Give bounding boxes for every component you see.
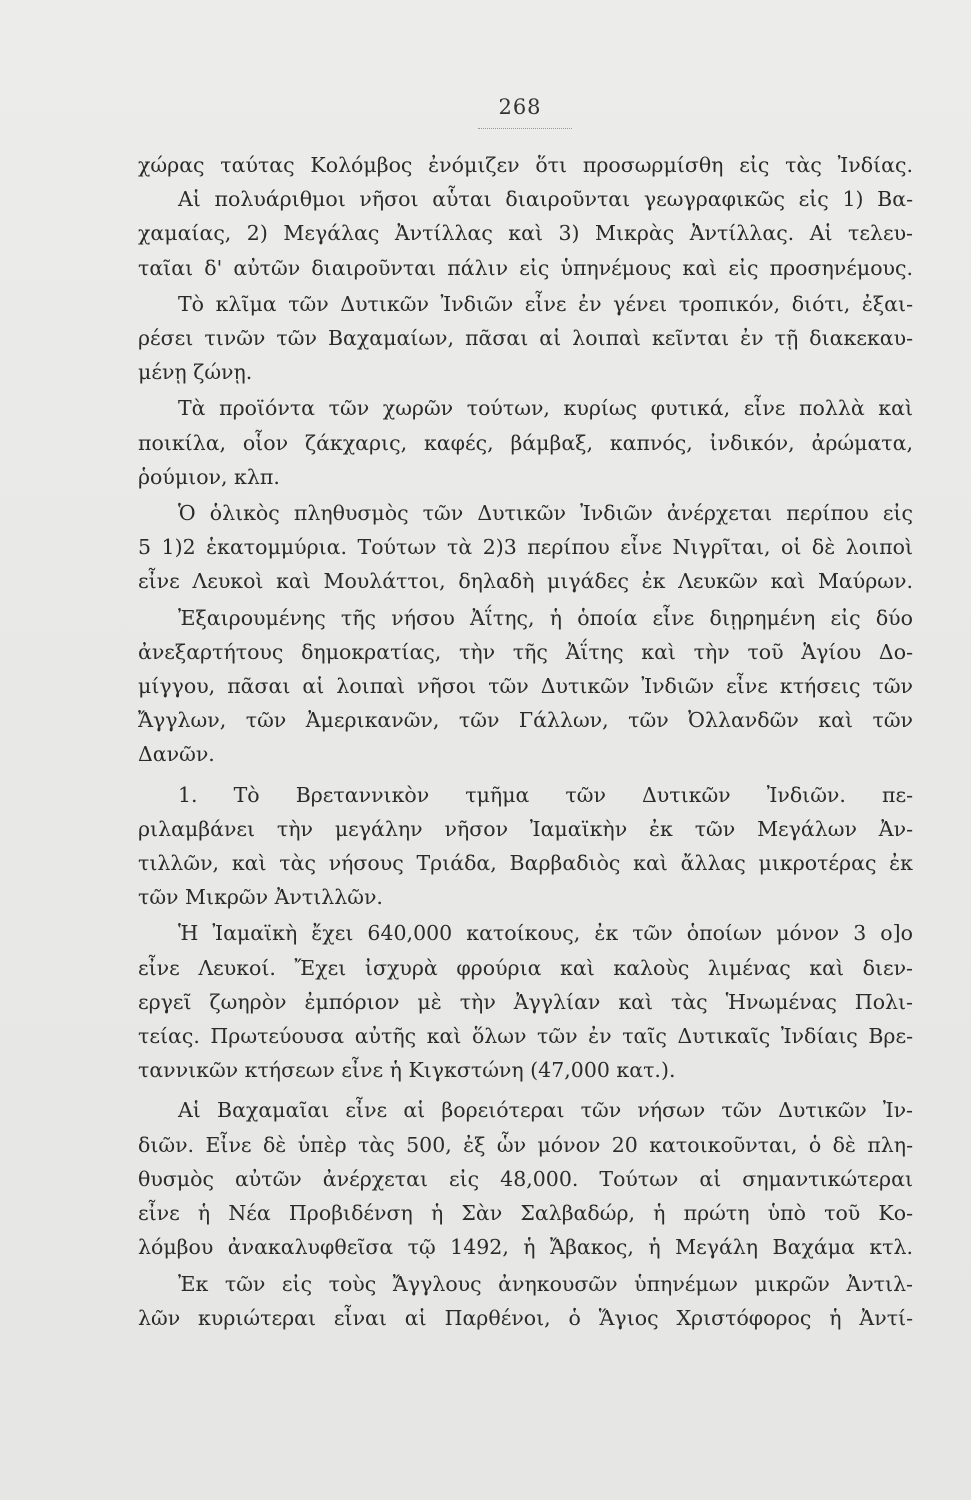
text-line: ἀνεξαρτήτους δημοκρατίας, τὴν τῆς Ἀΐτης καὶ τὴν τοῦ Ἁγίου Δο- (138, 639, 913, 664)
text-line: εργεῖ ζωηρὸν ἐμπόριον μὲ τὴν Ἀγγλίαν καὶ τὰς Ἡνωμένας Πολι- (138, 989, 913, 1014)
text-line: διῶν. Εἶνε δὲ ὑπὲρ τὰς 500, ἐξ ὧν μόνον 20 κατοικοῦνται, ὁ δὲ πλη- (138, 1132, 913, 1157)
text-line: χαμαίας, 2) Μεγάλας Ἀντίλλας καὶ 3) Μικρὰς Ἀντίλλας. Αἱ τελευ- (138, 221, 913, 246)
text-line: εἶνε Λευκοί. Ἔχει ἰσχυρὰ φρούρια καὶ καλοὺς λιμένας καὶ διεν- (138, 955, 913, 980)
text-line: Ἐκ τῶν εἰς τοὺς Ἄγγλους ἀνηκουσῶν ὑπηνέμων μικρῶν Ἀντιλ- (178, 1271, 913, 1296)
text-line: τῶν Μικρῶν Ἀντιλλῶν. (138, 885, 383, 910)
text-line: τείας. Πρωτεύουσα αὐτῆς καὶ ὅλων τῶν ἐν ταῖς Δυτικαῖς Ἰνδίαις Βρε- (138, 1024, 913, 1049)
text-line: Ἐξαιρουμένης τῆς νήσου Ἀΐτης, ἡ ὁποία εἶνε διῃρημένη εἰς δύο (178, 605, 913, 630)
text-line: Ἡ Ἰαμαϊκὴ ἔχει 640,000 κατοίκους, ἐκ τῶν ὁποίων μόνον 3 ο]ο (178, 921, 913, 946)
text-line: εἶνε ἡ Νέα Προβιδένση ἡ Σὰν Σαλβαδώρ, ἡ πρώτη ὑπὸ τοῦ Κο- (138, 1201, 913, 1226)
text-line: Αἱ Βαχαμαῖαι εἶνε αἱ βορειότεραι τῶν νήσων τῶν Δυτικῶν Ἰν- (178, 1098, 913, 1123)
text-line: ποικίλα, οἷον ζάκχαρις, καφές, βάμβαξ, καπνός, ἰνδικόν, ἀρώματα, (138, 430, 913, 455)
page-number: 268 (498, 95, 542, 119)
header-rule (478, 128, 572, 129)
text-line: λόμβου ἀνακαλυφθεῖσα τῷ 1492, ἡ Ἄβακος, ἡ Μεγάλη Βαχάμα κτλ. (138, 1235, 913, 1260)
text-line: μίγγου, πᾶσαι αἱ λοιπαὶ νῆσοι τῶν Δυτικῶν Ἰνδιῶν εἶνε κτήσεις τῶν (138, 674, 913, 699)
text-line: Αἱ πολυάριθμοι νῆσοι αὗται διαιροῦνται γεωγραφικῶς εἰς 1) Βα- (178, 187, 913, 212)
text-line: Ἄγγλων, τῶν Ἀμερικανῶν, τῶν Γάλλων, τῶν Ὀλλανδῶν καὶ τῶν (138, 708, 913, 733)
text-line: λῶν κυριώτεραι εἶναι αἱ Παρθένοι, ὁ Ἅγιος Χριστόφορος ἡ Ἀντί- (138, 1305, 913, 1330)
text-line: Δανῶν. (138, 742, 215, 767)
text-line: χώρας ταύτας Κολόμβος ἐνόμιζεν ὅτι προσωρμίσθη εἰς τὰς Ἰνδίας. (138, 153, 913, 177)
text-line: μένῃ ζώνῃ. (138, 360, 253, 385)
text-line: εἶνε Λευκοὶ καὶ Μουλάττοι, δηλαδὴ μιγάδες ἐκ Λευκῶν καὶ Μαύρων. (138, 569, 913, 594)
text-line: ῥούμιον, κλπ. (138, 464, 280, 489)
section-heading-line: 1. Τὸ Βρεταννικὸν τμῆμα τῶν Δυτικῶν Ἰνδιῶν. πε- (178, 782, 913, 807)
text-line: 5 1)2 ἑκατομμύρια. Τούτων τὰ 2)3 περίπου εἶνε Νιγρῖται, οἱ δὲ λοιποὶ (138, 535, 913, 560)
text-line: θυσμὸς αὐτῶν ἀνέρχεται εἰς 48,000. Τούτων αἱ σημαντικώτεραι (138, 1166, 913, 1191)
text-line: τιλλῶν, καὶ τὰς νήσους Τριάδα, Βαρβαδιὸς καὶ ἄλλας μικροτέρας ἐκ (138, 851, 913, 876)
text-line: Τὰ προϊόντα τῶν χωρῶν τούτων, κυρίως φυτικά, εἶνε πολλὰ καὶ (178, 396, 913, 421)
text-line: Ὁ ὁλικὸς πληθυσμὸς τῶν Δυτικῶν Ἰνδιῶν ἀνέρχεται περίπου εἰς (178, 501, 913, 526)
text-line: Τὸ κλῖμα τῶν Δυτικῶν Ἰνδιῶν εἶνε ἐν γένει τροπικόν, διότι, ἐξαι- (178, 291, 913, 316)
text-line: ρέσει τινῶν τῶν Βαχαμαίων, πᾶσαι αἱ λοιπαὶ κεῖνται ἐν τῇ διακεκαυ- (138, 326, 913, 351)
text-line: ταννικῶν κτήσεων εἶνε ἡ Κιγκστώνη (47,000 κατ.). (138, 1058, 676, 1083)
text-line: ριλαμβάνει τὴν μεγάλην νῆσον Ἰαμαϊκὴν ἐκ τῶν Μεγάλων Ἀν- (138, 816, 913, 841)
body-text (138, 148, 913, 1335)
text-line: ταῖαι δ' αὐτῶν διαιροῦνται πάλιν εἰς ὑπηνέμους καὶ εἰς προσηνέμους. (138, 255, 913, 280)
